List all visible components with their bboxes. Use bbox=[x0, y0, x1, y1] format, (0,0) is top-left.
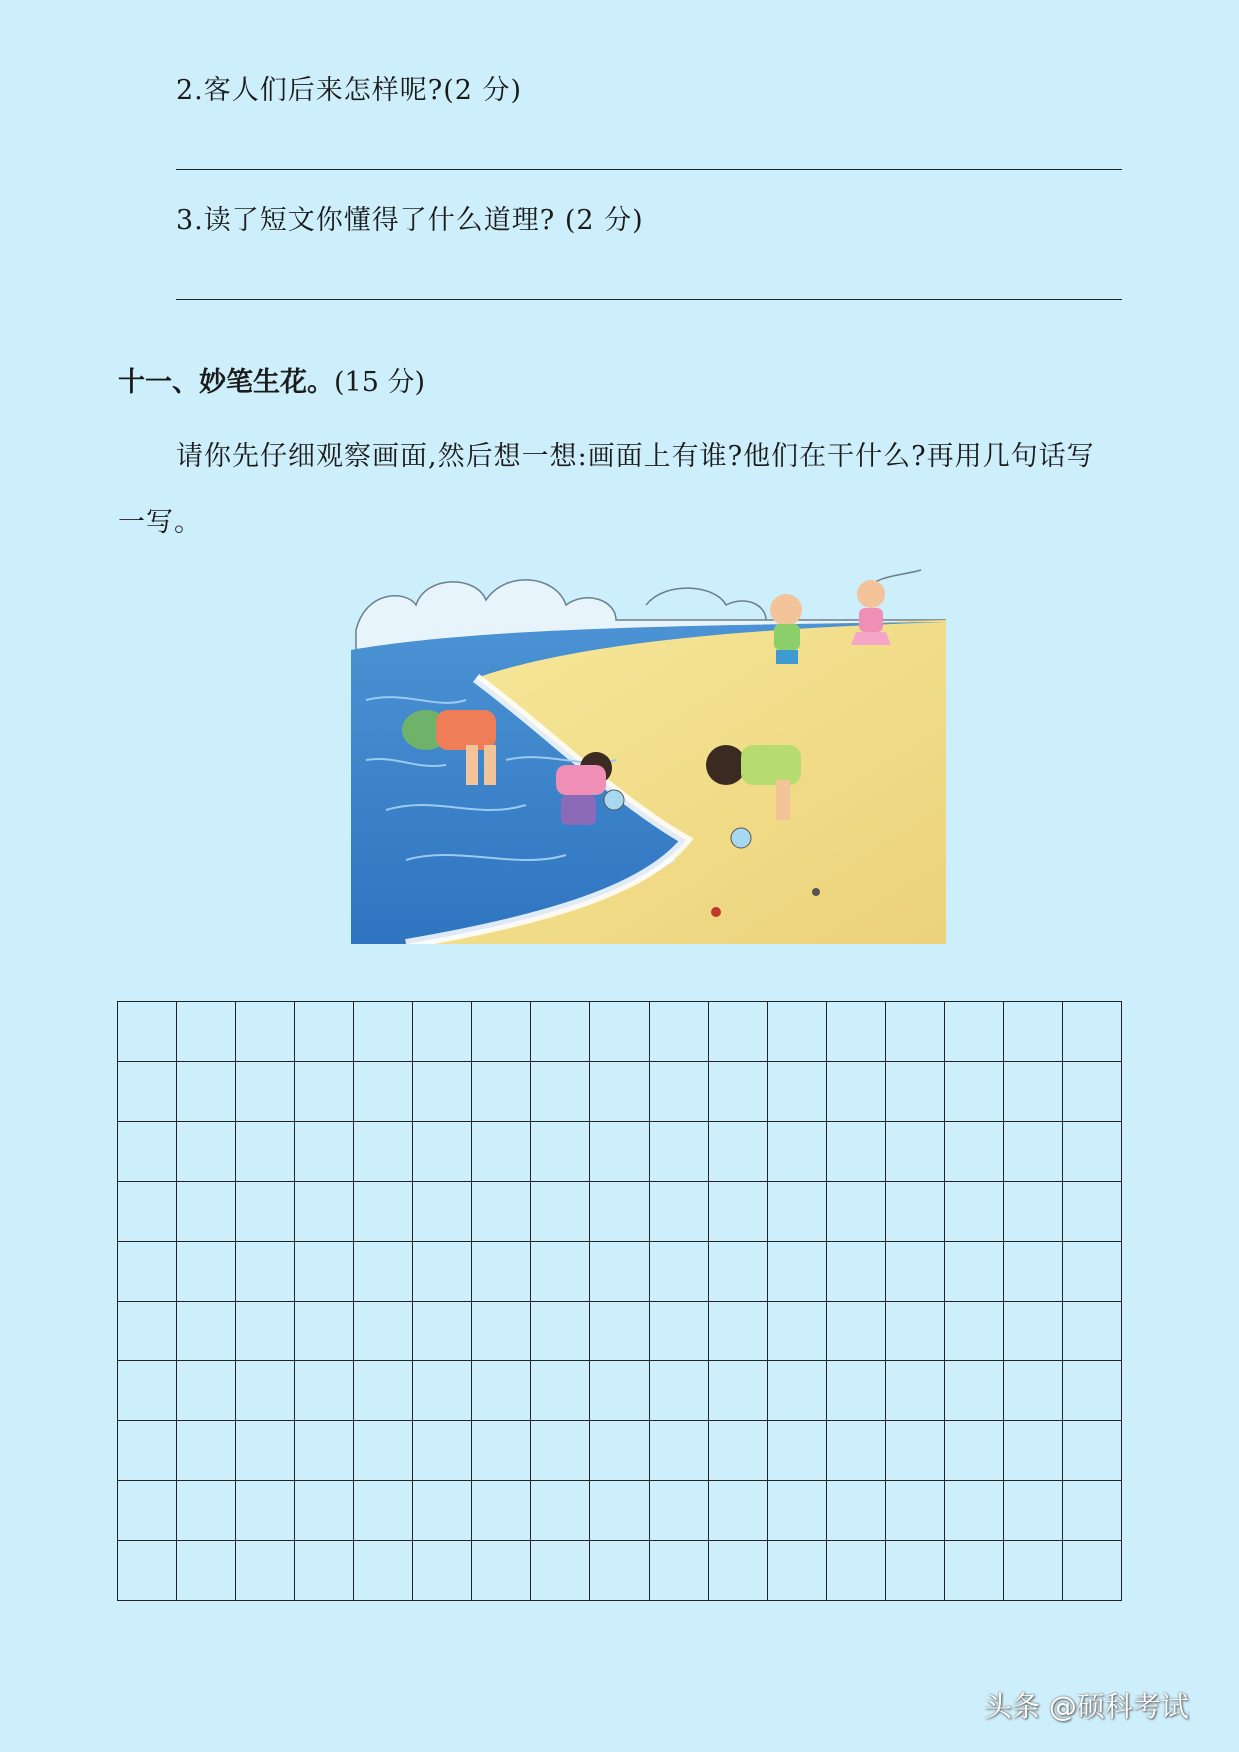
grid-cell[interactable] bbox=[413, 1421, 472, 1481]
grid-cell[interactable] bbox=[590, 1002, 649, 1062]
grid-cell[interactable] bbox=[1063, 1481, 1122, 1541]
grid-cell[interactable] bbox=[118, 1002, 177, 1062]
grid-cell[interactable] bbox=[236, 1002, 295, 1062]
grid-cell[interactable] bbox=[1063, 1002, 1122, 1062]
grid-cell[interactable] bbox=[709, 1062, 768, 1122]
grid-cell[interactable] bbox=[945, 1122, 1004, 1182]
grid-cell[interactable] bbox=[768, 1002, 827, 1062]
grid-cell[interactable] bbox=[472, 1002, 531, 1062]
grid-cell[interactable] bbox=[531, 1122, 590, 1182]
grid-cell[interactable] bbox=[413, 1481, 472, 1541]
grid-cell[interactable] bbox=[1004, 1002, 1063, 1062]
grid-cell[interactable] bbox=[945, 1002, 1004, 1062]
grid-cell[interactable] bbox=[295, 1242, 354, 1302]
grid-cell[interactable] bbox=[590, 1481, 649, 1541]
grid-cell[interactable] bbox=[177, 1242, 236, 1302]
grid-cell[interactable] bbox=[827, 1062, 886, 1122]
writing-grid[interactable] bbox=[117, 1001, 1122, 1601]
grid-cell[interactable] bbox=[295, 1122, 354, 1182]
grid-cell[interactable] bbox=[354, 1122, 413, 1182]
grid-cell[interactable] bbox=[945, 1541, 1004, 1601]
grid-cell[interactable] bbox=[236, 1242, 295, 1302]
grid-cell[interactable] bbox=[531, 1481, 590, 1541]
grid-cell[interactable] bbox=[590, 1302, 649, 1362]
grid-cell[interactable] bbox=[886, 1361, 945, 1421]
grid-cell[interactable] bbox=[827, 1541, 886, 1601]
grid-cell[interactable] bbox=[236, 1122, 295, 1182]
section-title bbox=[118, 366, 425, 400]
grid-cell[interactable] bbox=[650, 1002, 709, 1062]
grid-cell[interactable] bbox=[768, 1361, 827, 1421]
grid-cell[interactable] bbox=[827, 1002, 886, 1062]
grid-cell[interactable] bbox=[590, 1242, 649, 1302]
grid-cell[interactable] bbox=[886, 1122, 945, 1182]
grid-cell[interactable] bbox=[1063, 1302, 1122, 1362]
grid-cell[interactable] bbox=[118, 1481, 177, 1541]
grid-cell[interactable] bbox=[1063, 1541, 1122, 1601]
grid-cell[interactable] bbox=[590, 1122, 649, 1182]
grid-cell[interactable] bbox=[177, 1182, 236, 1242]
grid-cell[interactable] bbox=[531, 1182, 590, 1242]
grid-cell[interactable] bbox=[886, 1481, 945, 1541]
grid-cell[interactable] bbox=[945, 1421, 1004, 1481]
grid-cell[interactable] bbox=[354, 1242, 413, 1302]
grid-cell[interactable] bbox=[295, 1361, 354, 1421]
grid-cell[interactable] bbox=[295, 1062, 354, 1122]
grid-cell[interactable] bbox=[472, 1421, 531, 1481]
grid-cell[interactable] bbox=[354, 1481, 413, 1541]
grid-cell[interactable] bbox=[295, 1421, 354, 1481]
grid-cell[interactable] bbox=[886, 1541, 945, 1601]
grid-cell[interactable] bbox=[709, 1541, 768, 1601]
grid-cell[interactable] bbox=[236, 1062, 295, 1122]
grid-cell[interactable] bbox=[1004, 1182, 1063, 1242]
grid-cell[interactable] bbox=[768, 1122, 827, 1182]
grid-cell[interactable] bbox=[709, 1361, 768, 1421]
grid-cell[interactable] bbox=[236, 1541, 295, 1601]
grid-cell[interactable] bbox=[531, 1302, 590, 1362]
grid-cell[interactable] bbox=[590, 1421, 649, 1481]
grid-cell[interactable] bbox=[531, 1541, 590, 1601]
grid-cell[interactable] bbox=[472, 1302, 531, 1362]
grid-cell[interactable] bbox=[177, 1302, 236, 1362]
grid-cell[interactable] bbox=[768, 1302, 827, 1362]
grid-cell[interactable] bbox=[590, 1182, 649, 1242]
beach-illustration bbox=[346, 560, 946, 944]
grid-cell[interactable] bbox=[413, 1122, 472, 1182]
grid-cell[interactable] bbox=[354, 1421, 413, 1481]
grid-cell[interactable] bbox=[945, 1481, 1004, 1541]
grid-cell[interactable] bbox=[1004, 1481, 1063, 1541]
grid-cell[interactable] bbox=[768, 1062, 827, 1122]
grid-cell[interactable] bbox=[590, 1062, 649, 1122]
grid-cell[interactable] bbox=[650, 1062, 709, 1122]
grid-cell[interactable] bbox=[531, 1361, 590, 1421]
grid-cell[interactable] bbox=[945, 1242, 1004, 1302]
grid-cell[interactable] bbox=[768, 1182, 827, 1242]
grid-cell[interactable] bbox=[413, 1242, 472, 1302]
grid-cell[interactable] bbox=[650, 1481, 709, 1541]
grid-cell[interactable] bbox=[413, 1062, 472, 1122]
grid-cell[interactable] bbox=[177, 1361, 236, 1421]
grid-cell[interactable] bbox=[118, 1242, 177, 1302]
grid-cell[interactable] bbox=[472, 1242, 531, 1302]
grid-cell[interactable] bbox=[1004, 1062, 1063, 1122]
grid-cell[interactable] bbox=[650, 1541, 709, 1601]
grid-cell[interactable] bbox=[531, 1062, 590, 1122]
grid-cell[interactable] bbox=[768, 1541, 827, 1601]
grid-cell[interactable] bbox=[177, 1002, 236, 1062]
grid-cell[interactable] bbox=[886, 1002, 945, 1062]
grid-cell[interactable] bbox=[118, 1361, 177, 1421]
grid-cell[interactable] bbox=[709, 1122, 768, 1182]
grid-cell[interactable] bbox=[590, 1541, 649, 1601]
grid-cell[interactable] bbox=[295, 1481, 354, 1541]
grid-cell[interactable] bbox=[236, 1182, 295, 1242]
grid-cell[interactable] bbox=[295, 1541, 354, 1601]
grid-cell[interactable] bbox=[945, 1062, 1004, 1122]
grid-cell[interactable] bbox=[472, 1062, 531, 1122]
grid-cell[interactable] bbox=[768, 1481, 827, 1541]
grid-cell[interactable] bbox=[295, 1302, 354, 1362]
grid-cell[interactable] bbox=[709, 1421, 768, 1481]
grid-cell[interactable] bbox=[886, 1242, 945, 1302]
grid-cell[interactable] bbox=[1063, 1062, 1122, 1122]
grid-cell[interactable] bbox=[827, 1242, 886, 1302]
grid-cell[interactable] bbox=[709, 1242, 768, 1302]
grid-cell[interactable] bbox=[295, 1182, 354, 1242]
question-3: 3.读了短文你懂得了什么道理? (2 分) bbox=[176, 205, 644, 236]
grid-cell[interactable] bbox=[650, 1421, 709, 1481]
grid-cell[interactable] bbox=[472, 1361, 531, 1421]
grid-cell[interactable] bbox=[236, 1481, 295, 1541]
grid-cell[interactable] bbox=[650, 1182, 709, 1242]
grid-cell[interactable] bbox=[827, 1481, 886, 1541]
grid-cell[interactable] bbox=[118, 1062, 177, 1122]
grid-cell[interactable] bbox=[118, 1182, 177, 1242]
grid-cell[interactable] bbox=[650, 1122, 709, 1182]
grid-cell[interactable] bbox=[354, 1002, 413, 1062]
section-title-label: 十一、妙笔生花。 bbox=[118, 367, 334, 398]
grid-cell[interactable] bbox=[354, 1541, 413, 1601]
grid-cell[interactable] bbox=[650, 1302, 709, 1362]
grid-cell[interactable] bbox=[354, 1062, 413, 1122]
grid-cell[interactable] bbox=[413, 1302, 472, 1362]
grid-cell[interactable] bbox=[472, 1481, 531, 1541]
answer-line-question-3[interactable] bbox=[176, 299, 1122, 300]
grid-cell[interactable] bbox=[354, 1182, 413, 1242]
grid-cell[interactable] bbox=[472, 1182, 531, 1242]
grid-cell[interactable] bbox=[472, 1541, 531, 1601]
grid-cell[interactable] bbox=[650, 1242, 709, 1302]
grid-cell[interactable] bbox=[413, 1361, 472, 1421]
grid-cell[interactable] bbox=[236, 1302, 295, 1362]
grid-cell[interactable] bbox=[886, 1062, 945, 1122]
grid-cell[interactable] bbox=[1063, 1122, 1122, 1182]
grid-cell[interactable] bbox=[1063, 1182, 1122, 1242]
grid-cell[interactable] bbox=[1063, 1242, 1122, 1302]
grid-cell[interactable] bbox=[118, 1421, 177, 1481]
grid-cell[interactable] bbox=[531, 1421, 590, 1481]
grid-cell[interactable] bbox=[650, 1361, 709, 1421]
grid-cell[interactable] bbox=[354, 1361, 413, 1421]
grid-cell[interactable] bbox=[177, 1062, 236, 1122]
grid-cell[interactable] bbox=[1063, 1421, 1122, 1481]
grid-cell[interactable] bbox=[118, 1122, 177, 1182]
grid-cell[interactable] bbox=[945, 1302, 1004, 1362]
grid-cell[interactable] bbox=[1004, 1361, 1063, 1421]
grid-cell[interactable] bbox=[768, 1242, 827, 1302]
grid-cell[interactable] bbox=[1004, 1421, 1063, 1481]
grid-cell[interactable] bbox=[236, 1421, 295, 1481]
grid-cell[interactable] bbox=[590, 1361, 649, 1421]
grid-cell[interactable] bbox=[413, 1182, 472, 1242]
grid-cell[interactable] bbox=[177, 1421, 236, 1481]
grid-cell[interactable] bbox=[886, 1182, 945, 1242]
grid-cell[interactable] bbox=[295, 1002, 354, 1062]
grid-cell[interactable] bbox=[1004, 1302, 1063, 1362]
grid-cell[interactable] bbox=[886, 1302, 945, 1362]
grid-cell[interactable] bbox=[827, 1122, 886, 1182]
grid-cell[interactable] bbox=[1004, 1122, 1063, 1182]
grid-cell[interactable] bbox=[177, 1122, 236, 1182]
grid-cell[interactable] bbox=[177, 1481, 236, 1541]
grid-cell[interactable] bbox=[177, 1541, 236, 1601]
grid-cell[interactable] bbox=[531, 1242, 590, 1302]
grid-cell[interactable] bbox=[118, 1541, 177, 1601]
grid-cell[interactable] bbox=[1063, 1361, 1122, 1421]
grid-cell[interactable] bbox=[827, 1182, 886, 1242]
grid-cell[interactable] bbox=[709, 1002, 768, 1062]
grid-cell[interactable] bbox=[827, 1361, 886, 1421]
grid-cell[interactable] bbox=[1004, 1242, 1063, 1302]
grid-cell[interactable] bbox=[236, 1361, 295, 1421]
grid-cell[interactable] bbox=[354, 1302, 413, 1362]
grid-cell[interactable] bbox=[413, 1002, 472, 1062]
watermark: 头条 @硕科考试 bbox=[984, 1690, 1189, 1723]
grid-cell[interactable] bbox=[118, 1302, 177, 1362]
grid-cell[interactable] bbox=[886, 1421, 945, 1481]
section-points: (15 分) bbox=[334, 367, 426, 398]
question-2: 2.客人们后来怎样呢?(2 分) bbox=[176, 75, 523, 106]
grid-cell[interactable] bbox=[945, 1361, 1004, 1421]
answer-line-question-2[interactable] bbox=[176, 169, 1122, 170]
grid-cell[interactable] bbox=[768, 1421, 827, 1481]
grid-cell[interactable] bbox=[531, 1002, 590, 1062]
grid-cell[interactable] bbox=[827, 1302, 886, 1362]
grid-cell[interactable] bbox=[709, 1182, 768, 1242]
grid-cell[interactable] bbox=[472, 1122, 531, 1182]
grid-cell[interactable] bbox=[709, 1302, 768, 1362]
grid-cell[interactable] bbox=[827, 1421, 886, 1481]
grid-cell[interactable] bbox=[413, 1541, 472, 1601]
writing-instruction: 请你先仔细观察画面,然后想一想:画面上有谁?他们在干什么?再用几句话写一写。 bbox=[118, 441, 1095, 538]
grid-cell[interactable] bbox=[945, 1182, 1004, 1242]
grid-cell[interactable] bbox=[1004, 1541, 1063, 1601]
grid-cell[interactable] bbox=[709, 1481, 768, 1541]
